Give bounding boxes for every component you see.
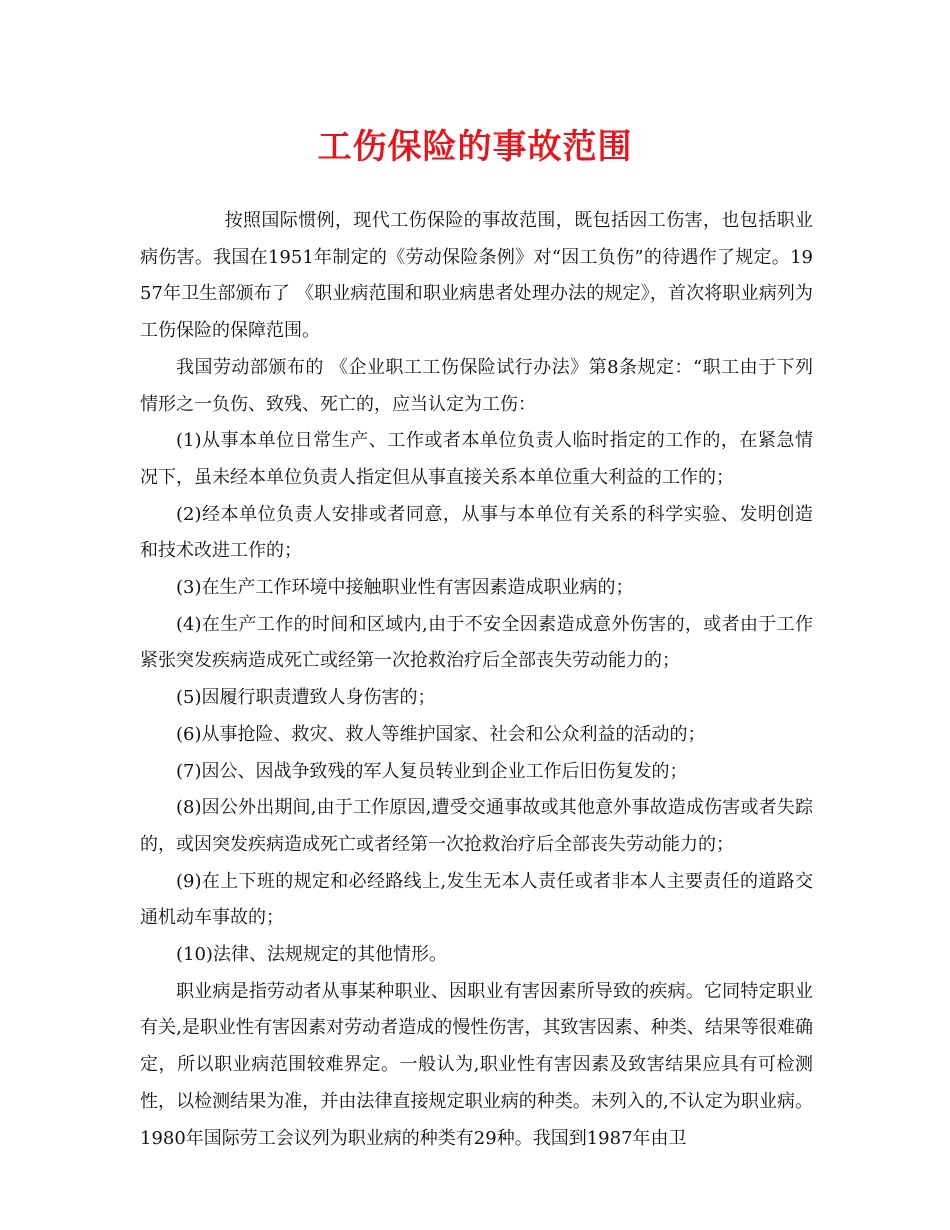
list-item-9: (9)在上下班的规定和必经路线上,发生无本人责任或者非本人主要责任的道路交通机动车事故的； [140,870,813,929]
list-item-4: (4)在生产工作的时间和区域内,由于不安全因素造成意外伤害的，或者由于工作紧张突发疾病造成死亡或经第一次抢救治疗后全部丧失劳动能力的； [140,613,813,672]
list-item-3: (3)在生产工作环境中接触职业性有害因素造成职业病的； [176,577,634,599]
paragraph-intro: 按照国际惯例，现代工伤保险的事故范围，既包括因工伤害，也包括职业病伤害。我国在1951年制定的《劳动保险条例》对“因工负伤”的待遇作了规定。1957年卫生部颁布了 《职业病范围和职业病患者处理办法的规定》，首次将职业病列为工伤保险的保障范围。 [140,210,813,342]
list-item-2: (2)经本单位负责人安排或者同意，从事与本单位有关系的科学实验、发明创造和技术改进工作的； [140,503,813,562]
list-item-1: (1)从事本单位日常生产、工作或者本单位负责人临时指定的工作的，在紧急情况下，虽未经本单位负责人指定但从事直接关系本单位重大利益的工作的； [140,430,813,488]
list-item-6: (6)从事抢险、救灾、救人等维护国家、社会和公众利益的活动的； [176,723,706,745]
document-title: 工伤保险的事故范围 [317,127,633,167]
list-item-10: (10)法律、法规规定的其他情形。 [176,944,447,966]
list-item-7: (7)因公、因战争致残的军人复员转业到企业工作后旧伤复发的； [176,760,688,782]
list-item-5: (5)因履行职责遭致人身伤害的； [176,687,436,709]
paragraph-occupational-disease: 职业病是指劳动者从事某种职业、因职业有害因素所导致的疾病。它同特定职业有关,是职业性有害因素对劳动者造成的慢性伤害，其致害因素、种类、结果等很难确定，所以职业病范围较难界定。一般认为,职业性有害因素及致害结果应具有可检测性，以检测结果为准，并由法律直接规定职业病的种类。未列入的,不认定为职业病。1980年国际劳工会议列为职业病的种类有29种。我国到1987年由卫 [140,980,813,1149]
document-body [140,203,813,1157]
paragraph-regulation: 我国劳动部颁布的 《企业职工工伤保险试行办法》第8条规定：“职工由于下列情形之一负伤、致残、死亡的，应当认定为工伤： [140,356,813,415]
list-item-8: (8)因公外出期间,由于工作原因,遭受交通事故或其他意外事故造成伤害或者失踪的，或因突发疾病造成死亡或者经第一次抢救治疗后全部丧失劳动能力的； [140,797,813,855]
